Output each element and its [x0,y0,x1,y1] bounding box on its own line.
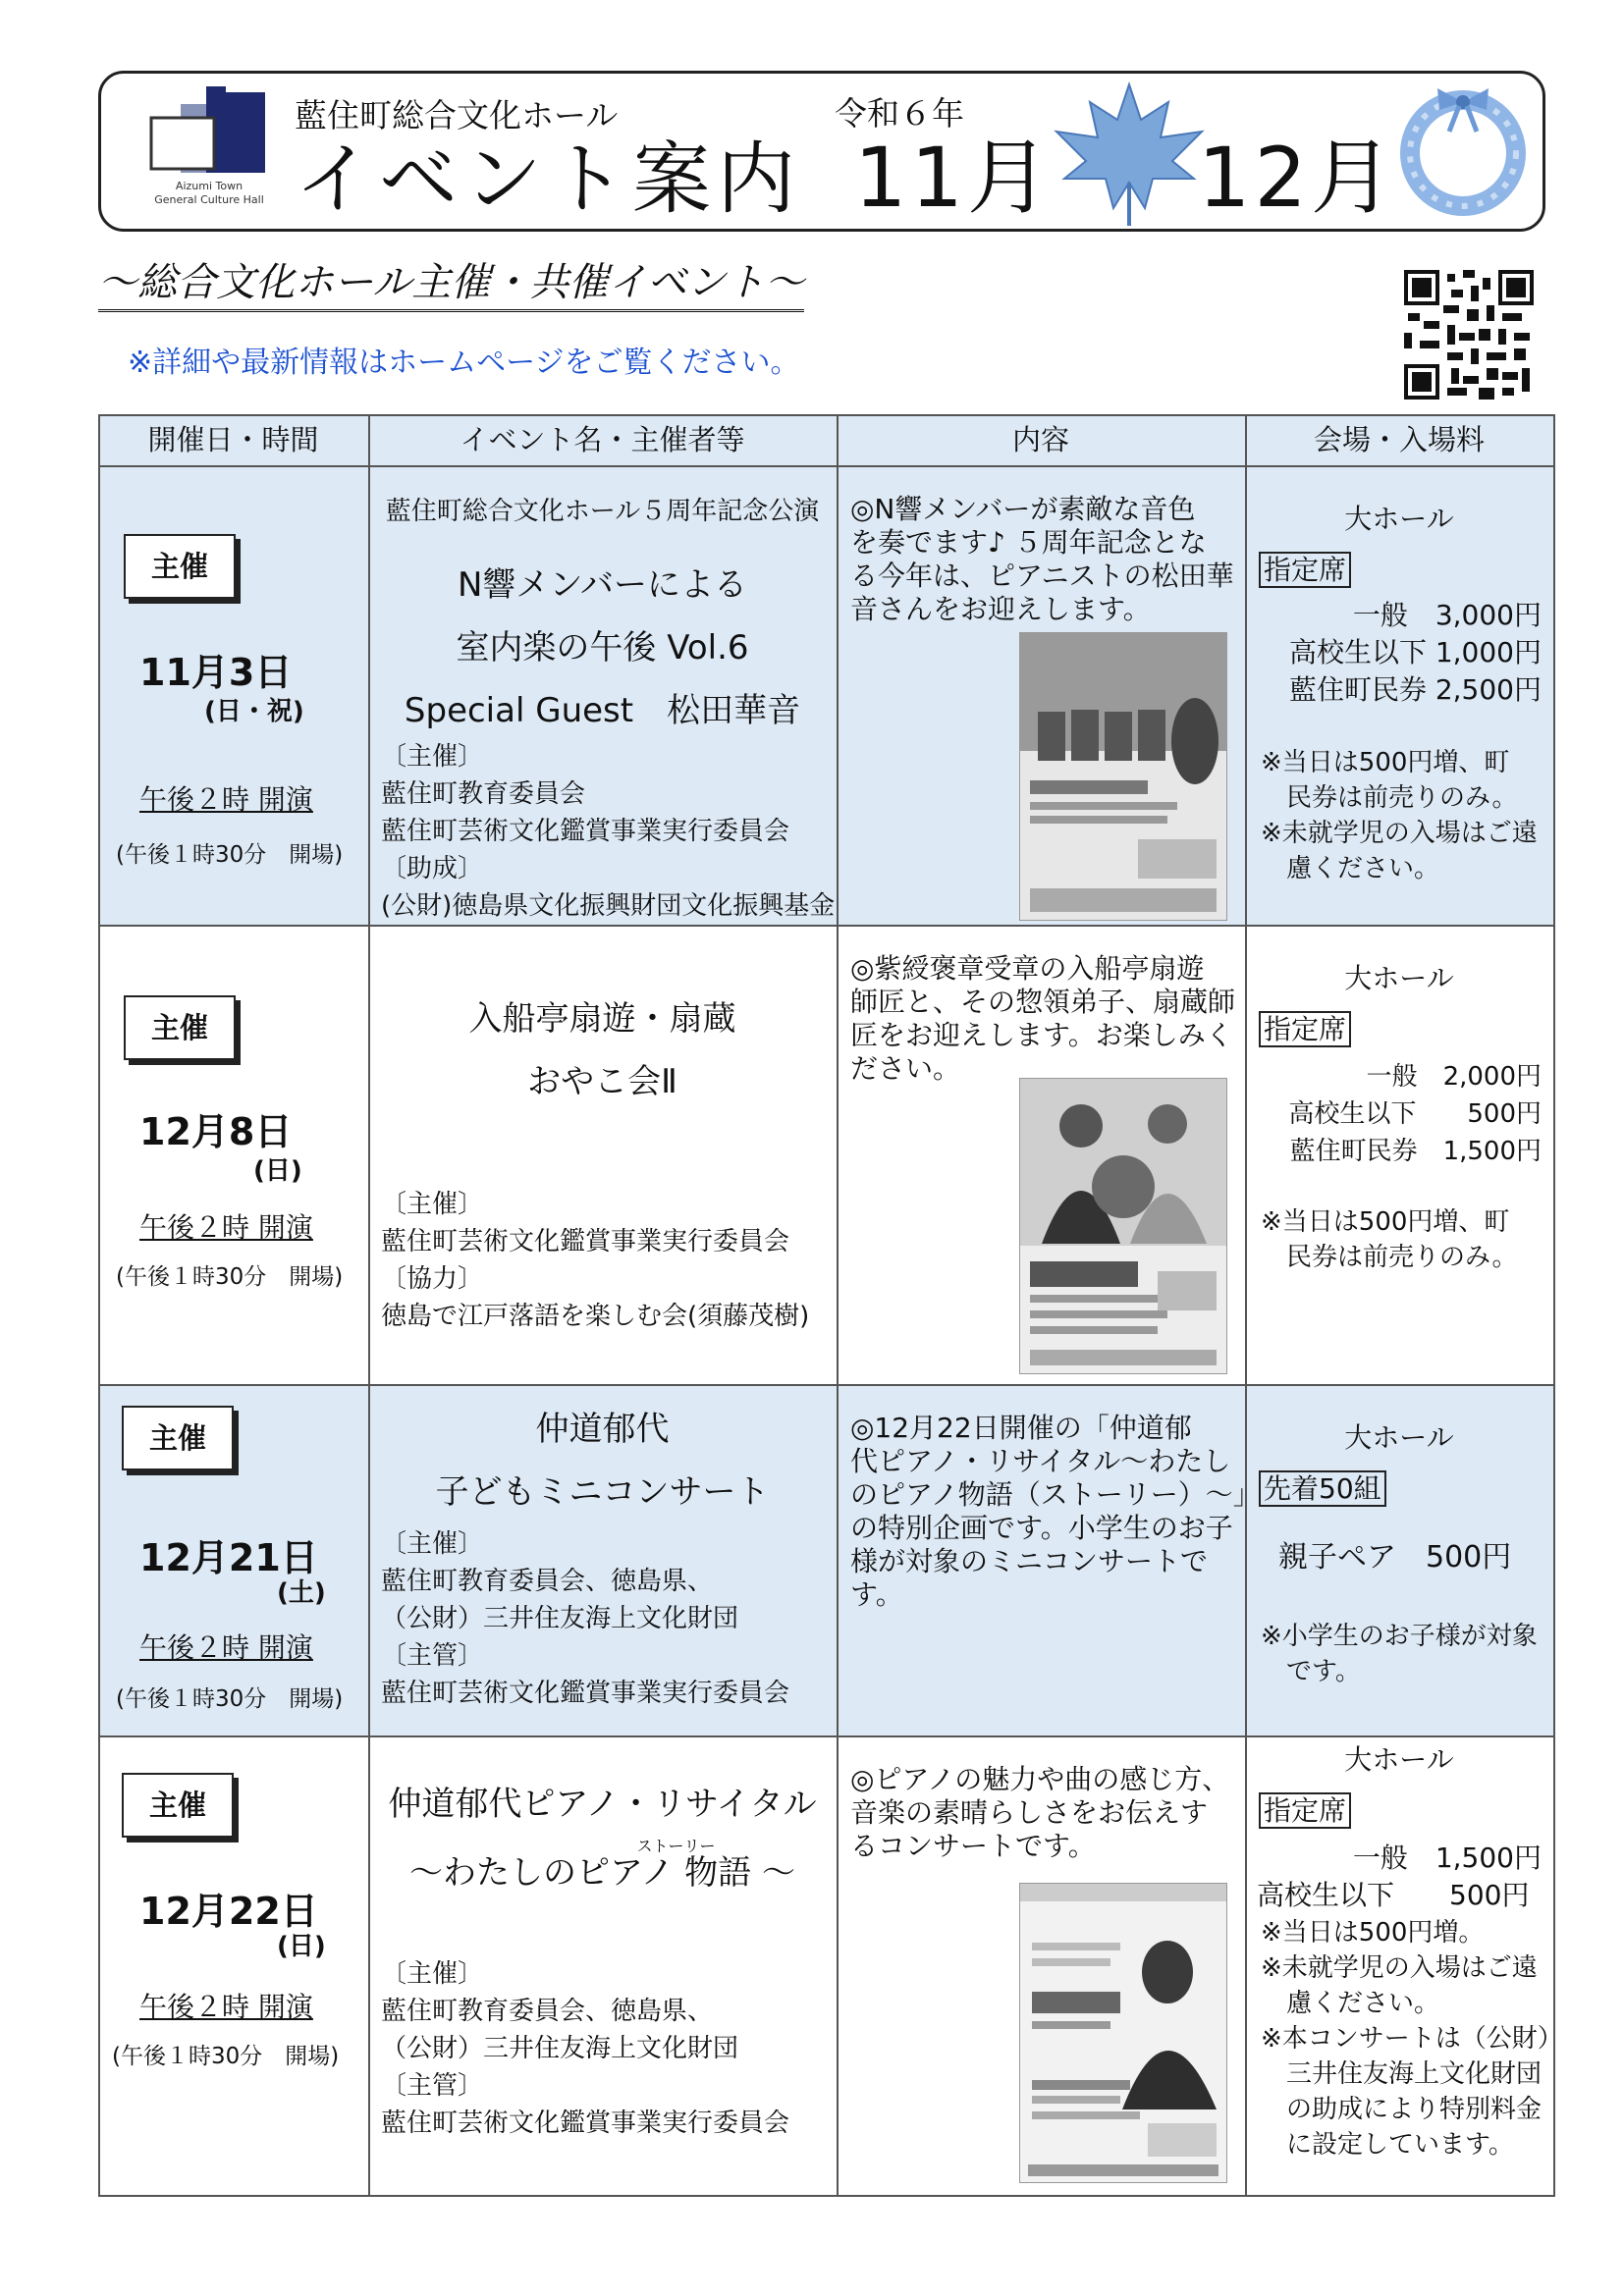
wreath-icon [1394,80,1532,218]
logo-text-line1: Aizumi Town [175,180,244,192]
price-line: 高校生以下 1,000円 [1288,636,1542,668]
hall-name: 藍住町総合文化ホール [295,96,619,134]
note-line: 慮ください。 [1261,1989,1440,2018]
content-line: の特別企画です。小学生のお子 [850,1512,1233,1544]
content-line: 様が対象のミニコンサートで [850,1545,1209,1577]
seat-type-label: 指定席 [1259,1011,1351,1047]
open-time: (午後１時30分 開場) [116,1264,344,1290]
content-line: 音楽の素晴らしさをお伝えす [850,1796,1209,1829]
grid-line [98,414,100,2197]
hall-logo [147,86,271,173]
event-title: 室内楽の午後 Vol.6 [456,628,749,667]
note-line: ※未就学児の入場はご遠 [1261,819,1538,848]
event-poster-image [1019,1883,1227,2183]
note-line: です。 [1261,1657,1361,1686]
event-date: 11月3日 [139,651,293,694]
event-subtitle: 藍住町総合文化ホール５周年記念公演 [385,497,820,526]
logo-text-line2: General Culture Hall [154,193,264,206]
note-line: ※当日は500円増、町 [1261,748,1510,777]
organizer-line: （公財）三井住友海上文化財団 [381,2034,739,2063]
grid-line [98,465,1555,467]
grid-line [98,1384,1555,1386]
organizer-badge: 主催 [122,1773,234,1838]
content-line: ◎12月22日開催の「仲道郁 [850,1412,1192,1444]
event-title: 仲道郁代ピアノ・リサイタル [388,1785,817,1824]
organizer-line: 〔協力〕 [381,1264,484,1294]
note-line: の助成により特別料金 [1261,2095,1543,2124]
price-line: 一般 1,500円 [1352,1842,1542,1874]
column-header-content: 内容 [1011,423,1069,456]
content-line: のピアノ物語（ストーリー）～」 [850,1478,1261,1511]
ruby-text: ストーリー [636,1837,716,1855]
content-line: 音さんをお迎えします。 [850,593,1151,625]
content-line: 師匠と、その惣領弟子、扇蔵師 [850,986,1236,1018]
grid-line [837,414,839,2197]
content-line: ださい。 [850,1052,961,1085]
organizer-line: 藍住町芸術文化鑑賞事業実行委員会 [381,1679,790,1708]
price-line: 一般 2,000円 [1366,1062,1542,1092]
column-header-venue: 会場・入場料 [1313,423,1485,456]
note-line: 三井住友海上文化財団 [1261,2059,1543,2089]
note-line: ※当日は500円増、町 [1261,1207,1510,1237]
note-line: ※小学生のお子様が対象 [1261,1622,1538,1651]
start-time: 午後２時 開演 [139,1211,313,1244]
note-line: 民券は前売りのみ。 [1261,1243,1518,1272]
organizer-line: 藍住町芸術文化鑑賞事業実行委員会 [381,2109,790,2138]
month-start: 11月 [854,130,1054,226]
grid-line [98,925,1555,927]
event-title: 入船亭扇遊・扇蔵 [468,999,736,1039]
event-title: おやこ会Ⅱ [527,1062,677,1101]
content-line: 代ピアノ・リサイタル～わたし [850,1445,1231,1477]
content-line: ◎N響メンバーが素敵な音色 [850,493,1196,525]
organizer-badge: 主催 [122,1406,234,1470]
price-line: 藍住町民券 1,500円 [1289,1137,1542,1166]
grid-line [1245,414,1247,2197]
content-line: るコンサートです。 [850,1830,1096,1862]
page-title: イベント案内 [295,133,801,225]
month-end: 12月 [1198,130,1397,226]
era-year: 令和６年 [835,94,964,133]
organizer-badge: 主催 [124,534,236,599]
price-line: 親子ペア 500円 [1278,1540,1512,1575]
homepage-notice: ※詳細や最新情報はホームページをご覧ください。 [128,346,800,380]
organizer-line: 〔主催〕 [381,742,484,772]
event-weekday: (日) [277,1932,326,1961]
seat-type [1259,1470,1386,1508]
column-header-date: 開催日・時間 [147,423,319,456]
organizer-line: 藍住町芸術文化鑑賞事業実行委員会 [381,1227,790,1256]
qr-code[interactable] [1404,270,1534,400]
organizer-line: 徳島で江戸落語を楽しむ会(須藤茂樹) [381,1302,810,1331]
open-time: (午後１時30分 開場) [112,2044,340,2069]
content-line: ◎ピアノの魅力や曲の感じ方、 [850,1763,1230,1795]
grid-line [368,414,370,2197]
content-line: を奏でます♪ ５周年記念とな [850,526,1207,559]
event-title: Special Guest 松田華音 [404,691,801,730]
note-line: ※未就学児の入場はご遠 [1261,1953,1538,1983]
organizer-line: 藍住町教育委員会、徳島県、 [381,1567,714,1596]
seat-type [1259,1792,1351,1830]
event-poster-image [1019,1078,1227,1374]
organizer-line: 藍住町教育委員会、徳島県、 [381,1997,714,2026]
start-time: 午後２時 開演 [139,1631,313,1664]
venue-name: 大ホール [1344,1421,1454,1454]
price-line: 高校生以下 500円 [1257,1879,1530,1911]
event-poster-image [1019,632,1227,921]
event-date: 12月21日 [139,1536,318,1579]
note-line: 慮ください。 [1261,854,1440,883]
grid-line [98,2195,1555,2197]
organizer-line: （公財）三井住友海上文化財団 [381,1604,739,1633]
organizer-line: 〔主管〕 [381,1641,484,1671]
event-title: 仲道郁代 [535,1410,670,1449]
content-line: る今年は、ピアニストの松田華 [850,560,1234,592]
organizer-line: (公財)徳島県文化振興財団文化振興基金 [381,891,836,921]
organizer-line: 〔主催〕 [381,1529,484,1559]
price-line: 高校生以下 500円 [1288,1099,1542,1129]
start-time: 午後２時 開演 [139,783,313,816]
content-line: 匠をお迎えします。お楽しみく [850,1019,1233,1051]
column-header-event: イベント名・主催者等 [460,423,745,456]
content-line: す。 [850,1578,903,1611]
content-line: ◎紫綬褒章受章の入船亭扇遊 [850,952,1205,985]
event-weekday: (土) [277,1578,326,1608]
organizer-badge: 主催 [124,995,236,1060]
event-table [98,414,1563,2197]
seat-type-label: 指定席 [1259,1792,1351,1829]
organizer-line: 〔助成〕 [381,854,484,883]
seat-type [1259,552,1351,589]
event-date: 12月22日 [139,1890,318,1933]
organizer-line: 藍住町教育委員会 [381,779,586,809]
event-weekday: (日) [253,1156,302,1186]
grid-line [1553,414,1555,2197]
event-date: 12月8日 [139,1110,293,1153]
seat-type-label: 先着50組 [1259,1470,1386,1507]
organizer-line: 藍住町芸術文化鑑賞事業実行委員会 [381,817,790,846]
venue-name: 大ホール [1344,503,1454,535]
venue-name: 大ホール [1344,1743,1454,1776]
grid-line [98,1735,1555,1737]
price-line: 藍住町民券 2,500円 [1288,673,1542,706]
maple-leaf-icon [1051,80,1208,228]
note-line: に設定しています。 [1261,2130,1514,2160]
venue-name: 大ホール [1344,962,1454,994]
organizer-line: 〔主催〕 [381,1190,484,1219]
event-title: N響メンバーによる [457,565,748,605]
organizer-line: 〔主管〕 [381,2071,484,2101]
open-time: (午後１時30分 開場) [116,1686,344,1712]
note-line: ※本コンサートは（公財） [1261,2024,1563,2054]
note-line: 民券は前売りのみ。 [1261,783,1518,813]
seat-type [1259,1011,1351,1048]
event-weekday: (日・祝) [204,697,304,726]
event-title: ～わたしのピアノ 物語 ～ [409,1853,795,1893]
price-line: 一般 3,000円 [1352,599,1542,631]
section-heading: ～総合文化ホール主催・共催イベント～ [98,251,804,312]
note-line: ※当日は500円増。 [1261,1918,1485,1948]
organizer-line: 〔主催〕 [381,1959,484,1989]
seat-type-label: 指定席 [1259,552,1351,588]
event-title: 子どもミニコンサート [435,1472,770,1512]
start-time: 午後２時 開演 [139,1991,313,2023]
open-time: (午後１時30分 開場) [116,842,344,868]
